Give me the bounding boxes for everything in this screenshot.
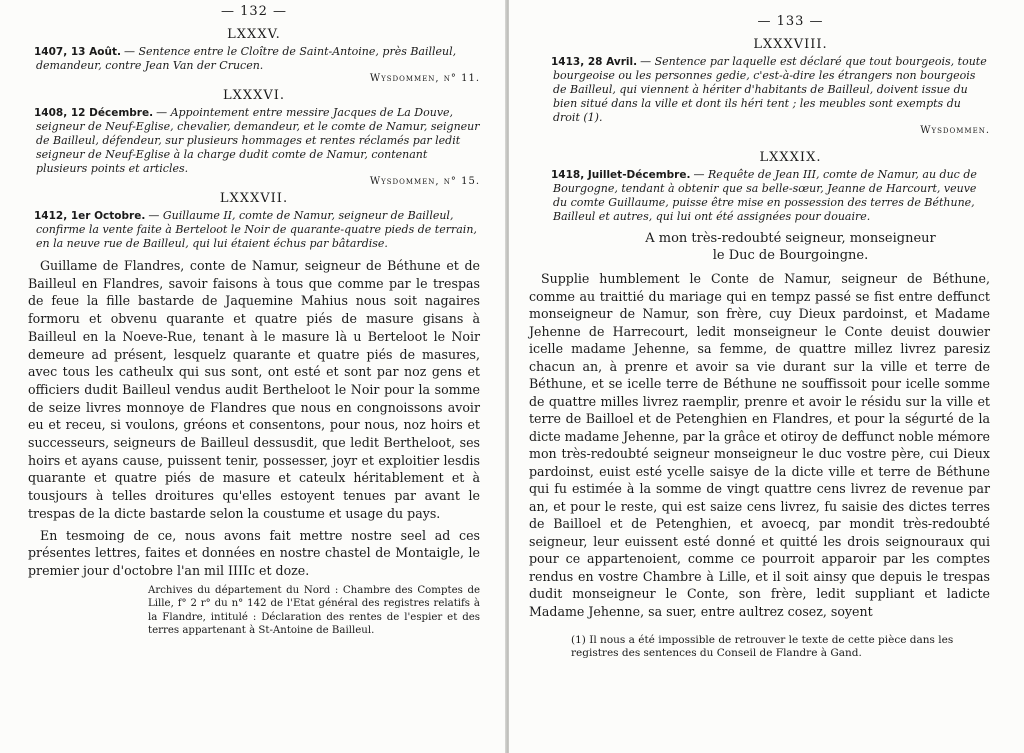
entry-text: — Sentence par laquelle est déclaré que tout bourgeois, toute bourgeoise ou les personnes gedie, c'est-à-dire les étrangers non bourgeois de Bailleul, qui viennent à hériter d'habitants de Bailleul, doivent issue du bien situé dans la ville et dont ils héri tent ; les meubles sont exempts du droit (1).: [553, 55, 987, 124]
entry-heading: LXXXIX.: [759, 150, 822, 165]
entry-summary: [28, 45, 480, 73]
entry-signature: Wysdommen, n° 11.: [369, 73, 480, 84]
entry-heading: LXXXVIII.: [753, 37, 828, 52]
entry-signature: Wysdommen.: [920, 125, 990, 136]
footnote: (1) Il nous a été impossible de retrouver le texte de cette pièce dans les registres des sentences du Conseil de Flandre à Gand.: [571, 634, 954, 659]
salutation: [591, 230, 990, 264]
entry-text: — Sentence entre le Cloître de Saint-Antoine, près Bailleul, demandeur, contre Jean Van der Crucen.: [36, 45, 457, 72]
charter-paragraph: Guillame de Flandres, conte de Namur, seigneur de Béthune et de Bailleul en Flandres, savoir faisons à tous que comme par le trespas de feue la fille bastarde de Jaquemine Mahius nous soit nagaires formoru et obvenu quarante et quatre piés de masure gisans à Bailleul en la Noeve-Rue, tenant à le masure là u Berteloot le Noir demeure ad présent, lesquelz quarante et quatre piés de masures, avec tous les catheulx qui sus sont, ont esté et sont par noz gens et officiers dudit Bailleul vendus audit Bertheloot le Noir pour la somme de seize livres monnoye de Flandres que nous en congnoissons avoir eu et receu, si voulons, gréons et consentons, pour nous, noz hoirs et successeurs, seigneurs de Bailleul dessusdit, que ledit Bertheloot, ses hoirs et ayans cause, puissent tenir, possesser, joyr et exploitier lesdis quarante et quatre piés de masure et cateulx héritablement et à tousjours à telles droitures qu'elles estoyent tenues par avant le trespas de la dicte bastarde selon la coustume et usage du pays.: [28, 258, 480, 521]
entry-text: — Guillaume II, comte de Namur, seigneur de Bailleul, confirme la vente faite à Berteloot le Noir de quarante-quatre pieds de terrain, en la neuve rue de Bailleul, qui lui étaient échus par bâtardise.: [36, 209, 477, 250]
entry-heading: LXXXVI.: [222, 88, 286, 103]
entry-date: 1407, 13 Août.: [34, 46, 121, 58]
entry-date: 1408, 12 Décembre.: [34, 107, 154, 119]
entry-date: 1412, 1er Octobre.: [34, 210, 146, 222]
left-page: [0, 0, 506, 753]
entry-summary: [529, 55, 990, 125]
entry-summary: [28, 106, 480, 176]
entry-date: 1418, Juillet-Décembre.: [551, 169, 691, 181]
archive-reference: Archives du département du Nord : Chambre des Comptes de Lille, f° 2 r° du n° 142 de l'Etat général des registres relatifs à la Flandre, intitulé : Déclaration des rentes de l'espier et des terres appartenant à St-Antoine de Bailleul.: [148, 584, 480, 637]
entry-date: 1413, 28 Avril.: [551, 56, 638, 68]
page-number: — 132 —: [220, 4, 288, 19]
entry-summary: [529, 168, 990, 224]
entry-text: — Requête de Jean III, comte de Namur, au duc de Bourgogne, tendant à obtenir que sa belle-sœur, Jeanne de Harcourt, veuve du comte Guillaume, puisse être mise en possession des terres de Béthune, Bailleul et autres, qui lui ont été assignées pour douaire.: [553, 168, 977, 223]
salutation-line: A mon très-redoubté seigneur, monseigneur: [645, 231, 936, 246]
salutation-line: le Duc de Bourgoingne.: [712, 248, 869, 263]
entry-heading: LXXXV.: [227, 27, 281, 42]
charter-paragraph: En tesmoing de ce, nous avons fait mettre nostre seel ad ces présentes lettres, faites et données en nostre chastel de Montaigle, le premier jour d'octobre l'an mil IIIIc et doze.: [28, 527, 480, 578]
request-paragraph: Supplie humblement le Conte de Namur, seigneur de Béthune, comme au traittié du mariage qui en tempz passé se fist entre deffunct monseigneur de Namur, son frère, cuy Dieux pardoinst, et Madame Jehenne de Harrecourt, ledit monseigneur le Conte deuist douwier icelle madame Jehenne, sa femme, de quattre millez livrez paresiz chacun an, à prenre et avoir sa vie durant sur la ville et terre de Béthune, et se icelle terre de Béthune ne souffissoit pour icelle somme de quattre milles livrez raemplir, prenre et avoir le résidu sur la ville et terre de Bailloel et de Petenghien en Flandres, et pour la ségurté de la dicte madame Jehenne, par la grâce et otiroy de deffunct noble mémore mon très-redoubté seigneur monseigneur le duc vostre père, cui Dieux pardoinst, euist esté ycelle saisye de la dicte ville et terre de Béthune qui fu estimée à la somme de vingt quattre cens livrez de revenue par an, et pour le reste, qui est saize cens livrez, fu saisie des dictes terres de Bailloel et de Petenghien, et avoecq, par mondit très-redoubté seigneur, leur euissent esté donné et quitté les drois seignouraux qui pour ce appartenoient, comme ce pourroit apparoir par les comptes rendus en vostre Chambre à Lille, et il soit ainsy que depuis le trespas dudit monseigneur le Conte, son frère, ledit suppliant et ladicte Madame Jehenne, sa suer, entre aultrez cosez, soyent: [529, 271, 990, 619]
entry-signature: Wysdommen, n° 15.: [369, 176, 480, 187]
entry-summary: [28, 209, 480, 251]
entry-text: — Appointement entre messire Jacques de La Douve, seigneur de Neuf-Eglise, chevalier, demandeur, et le comte de Namur, seigneur de Bailleul, défendeur, sur plusieurs hommages et rentes réclamés par ledit seigneur de Neuf-Eglise à la charge dudit comte de Namur, contenant plusieurs points et articles.: [36, 106, 480, 175]
page-number: — 133 —: [757, 14, 824, 29]
right-page: [509, 0, 1024, 753]
entry-heading: LXXXVII.: [219, 191, 289, 206]
